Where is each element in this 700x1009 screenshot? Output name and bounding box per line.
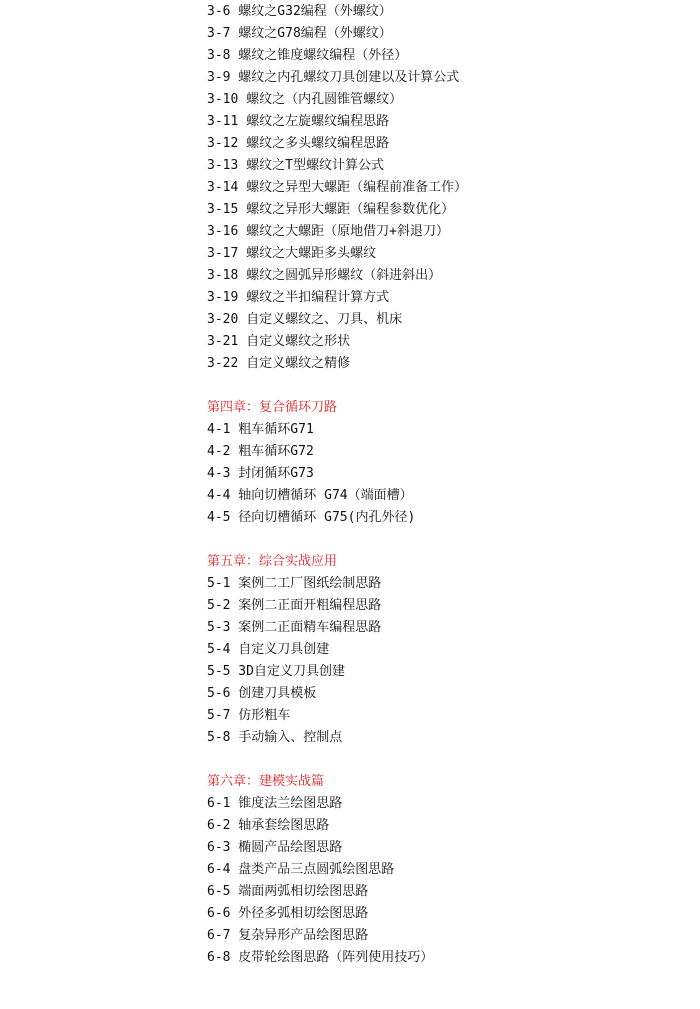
lesson-5-8: 5-8 手动输入、控制点 [207, 730, 343, 745]
lesson-6-8: 6-8 皮带轮绘图思路（阵列使用技巧） [207, 950, 434, 965]
chapter-4 [207, 397, 687, 529]
lesson-3-9: 3-9 螺纹之内孔螺纹刀具创建以及计算公式 [207, 70, 460, 85]
lesson-5-4: 5-4 自定义刀具创建 [207, 642, 330, 657]
lesson-5-6: 5-6 创建刀具模板 [207, 686, 317, 701]
course-outline [207, 1, 687, 969]
lesson-3-10: 3-10 螺纹之（内孔圆锥管螺纹） [207, 92, 403, 107]
lesson-5-5: 5-5 3D自定义刀具创建 [207, 664, 345, 679]
lesson-3-18: 3-18 螺纹之圆弧异形螺纹（斜进斜出） [207, 268, 442, 283]
lesson-5-1: 5-1 案例二工厂图纸绘制思路 [207, 576, 382, 591]
chapter-4-heading: 第四章：复合循环刀路 [207, 400, 338, 415]
lesson-6-5: 6-5 端面两弧相切绘图思路 [207, 884, 369, 899]
lesson-3-7: 3-7 螺纹之G78编程（外螺纹） [207, 26, 392, 41]
lesson-6-2: 6-2 轴承套绘图思路 [207, 818, 330, 833]
lesson-5-7: 5-7 仿形粗车 [207, 708, 291, 723]
lesson-5-3: 5-3 案例二正面精车编程思路 [207, 620, 382, 635]
lesson-4-3: 4-3 封闭循环G73 [207, 466, 314, 481]
chapter-3-continued [207, 1, 687, 375]
lesson-4-4: 4-4 轴向切槽循环 G74（端面槽） [207, 488, 413, 503]
lesson-6-1: 6-1 锥度法兰绘图思路 [207, 796, 343, 811]
lesson-3-6: 3-6 螺纹之G32编程（外螺纹） [207, 4, 392, 19]
lesson-3-17: 3-17 螺纹之大螺距多头螺纹 [207, 246, 377, 261]
lesson-3-8: 3-8 螺纹之锥度螺纹编程（外径） [207, 48, 408, 63]
lesson-4-5: 4-5 径向切槽循环 G75(内孔外径) [207, 510, 416, 525]
chapter-5-heading: 第五章：综合实战应用 [207, 554, 338, 569]
lesson-3-16: 3-16 螺纹之大螺距（原地借刀+斜退刀） [207, 224, 449, 239]
section-spacer [207, 375, 687, 397]
lesson-3-22: 3-22 自定义螺纹之精修 [207, 356, 351, 371]
lesson-3-13: 3-13 螺纹之T型螺纹计算公式 [207, 158, 384, 173]
lesson-3-15: 3-15 螺纹之异形大螺距（编程参数优化） [207, 202, 455, 217]
lesson-3-19: 3-19 螺纹之半扣编程计算方式 [207, 290, 390, 305]
lesson-3-21: 3-21 自定义螺纹之形状 [207, 334, 351, 349]
lesson-5-2: 5-2 案例二正面开粗编程思路 [207, 598, 382, 613]
chapter-5 [207, 551, 687, 749]
chapter-6 [207, 771, 687, 969]
lesson-3-11: 3-11 螺纹之左旋螺纹编程思路 [207, 114, 390, 129]
section-spacer [207, 529, 687, 551]
section-spacer [207, 749, 687, 771]
lesson-4-2: 4-2 粗车循环G72 [207, 444, 314, 459]
chapter-6-heading: 第六章：建模实战篇 [207, 774, 325, 789]
lesson-3-12: 3-12 螺纹之多头螺纹编程思路 [207, 136, 390, 151]
lesson-3-14: 3-14 螺纹之异型大螺距（编程前准备工作） [207, 180, 468, 195]
lesson-6-7: 6-7 复杂异形产品绘图思路 [207, 928, 369, 943]
lesson-6-4: 6-4 盘类产品三点圆弧绘图思路 [207, 862, 395, 877]
lesson-4-1: 4-1 粗车循环G71 [207, 422, 314, 437]
lesson-3-20: 3-20 自定义螺纹之、刀具、机床 [207, 312, 403, 327]
lesson-6-3: 6-3 椭圆产品绘图思路 [207, 840, 343, 855]
lesson-6-6: 6-6 外径多弧相切绘图思路 [207, 906, 369, 921]
